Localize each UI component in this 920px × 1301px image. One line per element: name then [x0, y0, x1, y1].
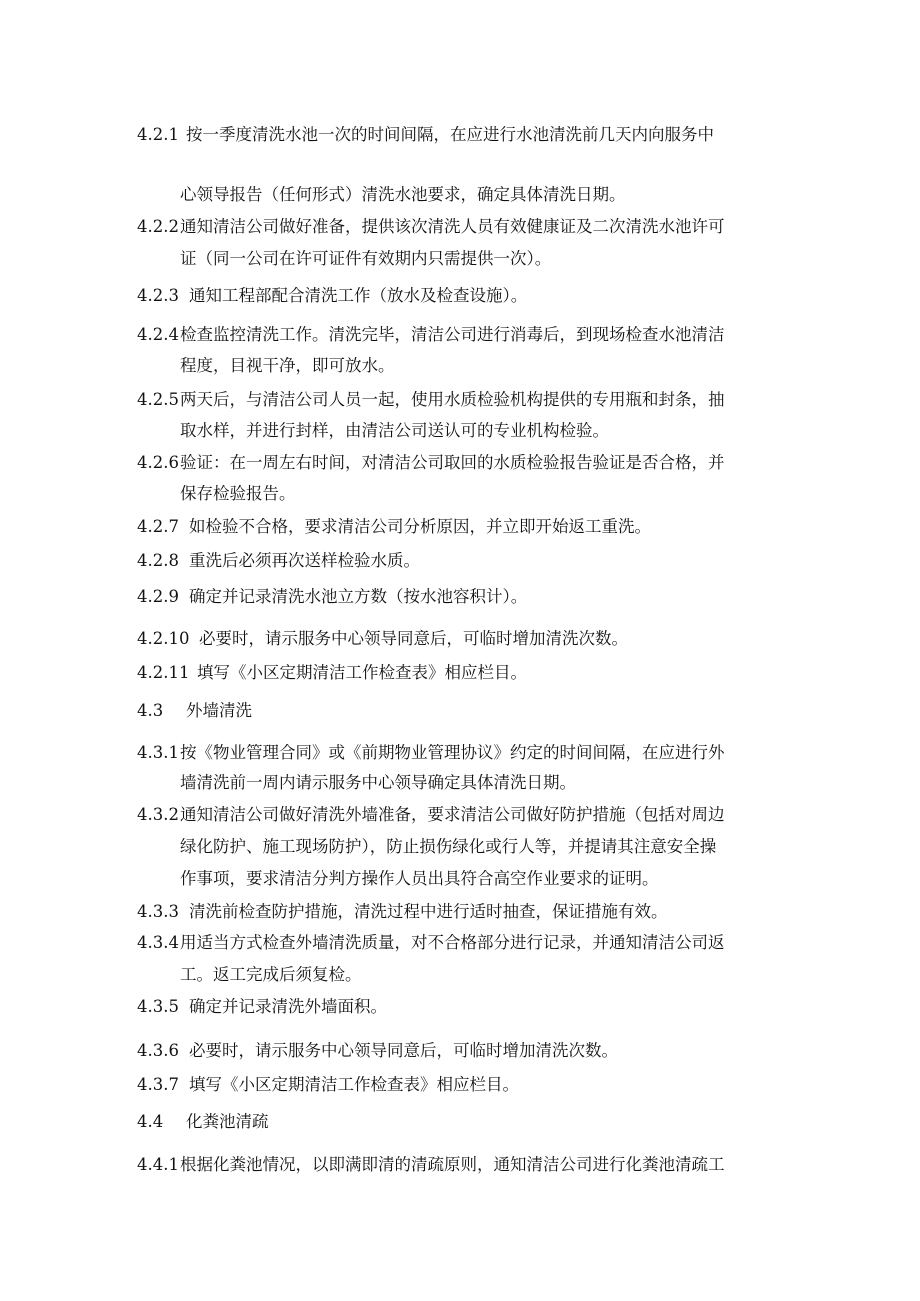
- section-number: 4.3: [137, 701, 164, 720]
- clause-text: 填写《小区定期清洁工作检查表》相应栏目。: [197, 663, 527, 682]
- clause-text-continued: 墙清洗前一周内请示服务中心领导确定具体清洗日期。: [180, 773, 576, 792]
- clause-text-continued: 证（同一公司在许可证件有效期内只需提供一次）。: [180, 249, 552, 268]
- clause-text-continued: 程度，目视干净，即可放水。: [180, 356, 395, 375]
- clause-number: 4.4.1: [137, 1155, 179, 1174]
- clause-number: 4.3.2: [137, 805, 179, 824]
- section-number: 4.4: [137, 1112, 164, 1131]
- clause-text-continued: 保存检验报告。: [180, 484, 296, 503]
- clause-text: 重洗后必须再次送样检验水质。: [189, 551, 420, 570]
- clause-number: 4.3.1: [137, 743, 179, 762]
- clause-number: 4.3.4: [137, 933, 179, 952]
- clause-text: 必要时，请示服务中心领导同意后，可临时增加清洗次数。: [189, 1041, 618, 1060]
- clause-text-continued: 取水样，并进行封样，由清洁公司送认可的专业机构检验。: [180, 421, 609, 440]
- clause-number: 4.2.11: [137, 663, 190, 682]
- clause-text: 两天后，与清洁公司人员一起，使用水质检验机构提供的专用瓶和封条，抽: [180, 390, 725, 409]
- clause-number: 4.3.3: [137, 902, 179, 921]
- clause-number: 4.3.6: [137, 1041, 179, 1060]
- clause-text: 通知清洁公司做好清洗外墙准备，要求清洁公司做好防护措施（包括对周边: [180, 805, 725, 824]
- clause-text: 如检验不合格，要求清洁公司分析原因，并立即开始返工重洗。: [189, 517, 651, 536]
- clause-text: 通知工程部配合清洗工作（放水及检查设施）。: [189, 286, 528, 305]
- clause-text-continued: 工。返工完成后须复检。: [180, 965, 362, 984]
- clause-number: 4.3.5: [137, 997, 179, 1016]
- clause-text: 按一季度清洗水池一次的时间间隔，在应进行水池清洗前几天内向服务中: [186, 125, 714, 144]
- clause-text-continued: 心领导报告（任何形式）清洗水池要求，确定具体清洗日期。: [180, 185, 626, 204]
- clause-number: 4.2.5: [137, 390, 179, 409]
- clause-text: 必要时，请示服务中心领导同意后，可临时增加清洗次数。: [199, 629, 628, 648]
- clause-text: 清洗前检查防护措施，清洗过程中进行适时抽查，保证措施有效。: [189, 902, 668, 921]
- clause-number: 4.2.2: [137, 217, 179, 236]
- clause-text: 验证：在一周左右时间，对清洁公司取回的水质检验报告验证是否合格，并: [180, 453, 725, 472]
- clause-number: 4.2.7: [137, 517, 179, 536]
- section-title: 外墙清洗: [186, 701, 252, 720]
- clause-text: 根据化粪池情况，以即满即清的清疏原则，通知清洁公司进行化粪池清疏工: [180, 1155, 725, 1174]
- clause-number: 4.3.7: [137, 1075, 179, 1094]
- clause-text: 通知清洁公司做好准备，提供该次清洗人员有效健康证及二次清洗水池许可: [180, 217, 725, 236]
- clause-number: 4.2.3: [137, 286, 179, 305]
- clause-number: 4.2.1: [137, 125, 179, 144]
- clause-text: 按《物业管理合同》或《前期物业管理协议》约定的时间间隔，在应进行外: [180, 743, 725, 762]
- clause-text: 填写《小区定期清洁工作检查表》相应栏目。: [189, 1075, 519, 1094]
- clause-number: 4.2.6: [137, 453, 179, 472]
- clause-text: 确定并记录清洗水池立方数（按水池容积计）。: [189, 587, 528, 606]
- clause-text-continued: 作事项，要求清洁分判方操作人员出具符合高空作业要求的证明。: [180, 869, 659, 888]
- clause-number: 4.2.8: [137, 551, 179, 570]
- clause-number: 4.2.4: [137, 325, 179, 344]
- clause-text: 确定并记录清洗外墙面积。: [189, 997, 387, 1016]
- section-title: 化粪池清疏: [186, 1112, 269, 1131]
- clause-text-continued: 绿化防护、施工现场防护），防止损伤绿化或行人等，并提请其注意安全操: [180, 837, 717, 856]
- clause-text: 检查监控清洗工作。清洗完毕，清洁公司进行消毒后，到现场检查水池清洁: [180, 325, 725, 344]
- clause-text: 用适当方式检查外墙清洗质量，对不合格部分进行记录，并通知清洁公司返: [180, 933, 725, 952]
- clause-number: 4.2.10: [137, 629, 190, 648]
- clause-number: 4.2.9: [137, 587, 179, 606]
